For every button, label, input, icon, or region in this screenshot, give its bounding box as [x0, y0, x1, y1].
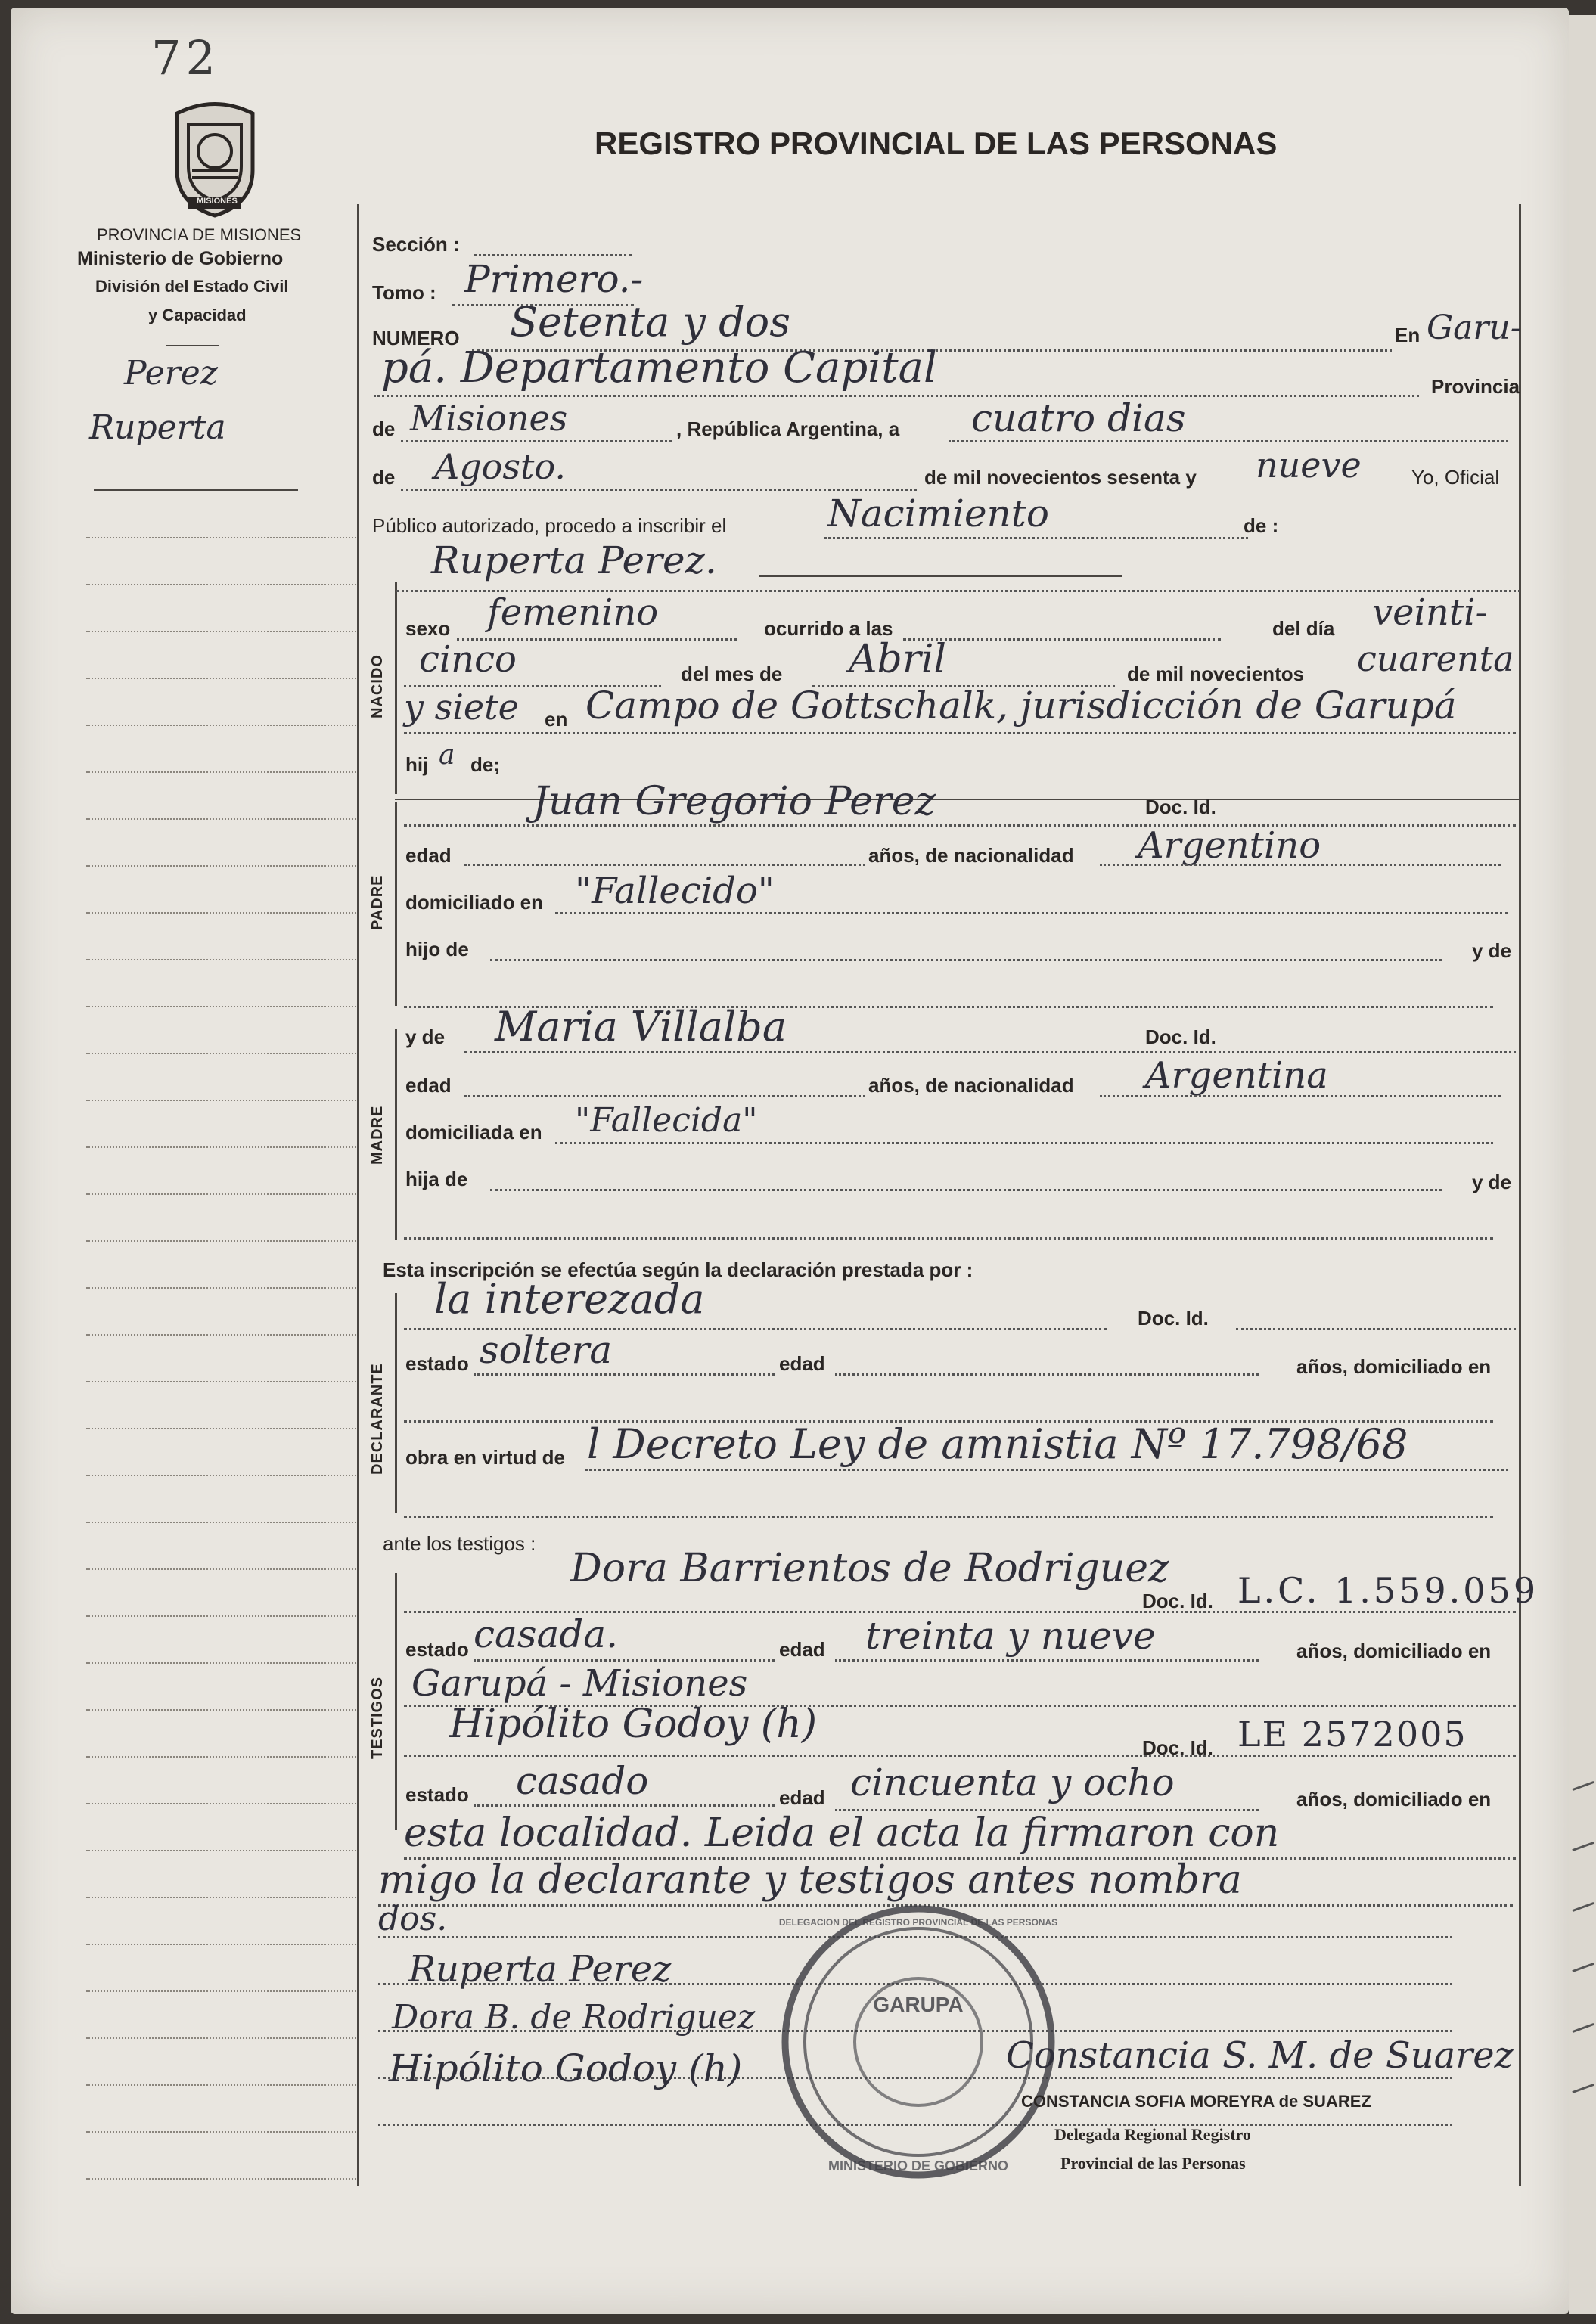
hijo-value: a — [439, 740, 455, 771]
testigo2-doc-value: LE 2572005 — [1237, 1714, 1467, 1755]
official-name: CONSTANCIA SOFIA MOREYRA de SUAREZ — [1021, 2092, 1371, 2111]
signature-testigo2: Hipólito Godoy (h) — [389, 2046, 743, 2090]
stamp-center-text: GARUPA — [873, 1993, 964, 2016]
dia-value: veinti- — [1372, 591, 1488, 634]
testigo2-doc-label: Doc. Id. — [1142, 1736, 1213, 1759]
margin-underline — [94, 489, 298, 491]
testigo2-estado-value: casado — [516, 1759, 649, 1803]
register-page — [11, 8, 1569, 2314]
testigos-label: ante los testigos : — [383, 1532, 536, 1555]
fecha-dia-value: cuatro dias — [971, 396, 1186, 440]
padre-edad-label: edad — [405, 844, 452, 867]
testigo2-estado-label: estado — [405, 1783, 469, 1806]
stamp-ring-text: MINISTERIO DE GOBIERNO — [827, 2158, 1009, 2174]
lugar-value: pá. Departamento Capital — [381, 343, 937, 393]
anio-nac-value: cuarenta — [1357, 638, 1514, 679]
mil-sesenta-label: de mil novecientos sesenta y — [924, 466, 1197, 489]
padre-domicilio-label: domiciliado en — [405, 891, 544, 914]
stamp-top-text: DELEGACION DEL REGISTRO PROVINCIAL DE LAS PERSONAS — [778, 1917, 1058, 1928]
madre-nacionalidad-value: Argentina — [1145, 1054, 1328, 1097]
seal-label: MISIONES — [197, 197, 238, 206]
del-mes-label: del mes de — [681, 662, 783, 685]
page-number: 72 — [151, 30, 220, 85]
tomo-label: Tomo : — [372, 281, 436, 304]
lugar-nac-value: Campo de Gottschalk, jurisdicción de Garupá — [585, 684, 1457, 728]
testigo1-nombre-value: Dora Barrientos de Rodriguez — [570, 1546, 1169, 1591]
dia2-value: cinco — [419, 638, 517, 681]
madre-doc-label: Doc. Id. — [1145, 1025, 1216, 1048]
padre-doc-label: Doc. Id. — [1145, 796, 1216, 818]
del-dia-label: del día — [1272, 617, 1335, 640]
declarante-doc-label: Doc. Id. — [1138, 1307, 1209, 1330]
hijo-de-label: de; — [470, 753, 500, 776]
de-label-2: de — [372, 466, 396, 489]
left-frame-line — [357, 204, 359, 2186]
padre-hijo-de-label: hijo de — [405, 938, 469, 960]
madre-hija-de-label: hija de — [405, 1168, 468, 1190]
madre-side-label: MADRE — [369, 1105, 386, 1165]
testigo2-nombre-value: Hipólito Godoy (h) — [449, 1702, 817, 1747]
testigos-side-label: TESTIGOS — [369, 1676, 386, 1759]
padre-nacionalidad-value: Argentino — [1138, 824, 1321, 867]
header-divider — [166, 345, 219, 346]
padre-nombre-value: Juan Gregorio Perez — [533, 779, 936, 824]
provincia-label: Provincia — [1431, 375, 1520, 398]
testigo1-anos-label: años, domiciliado en — [1296, 1640, 1492, 1662]
testigo1-estado-label: estado — [405, 1638, 469, 1661]
ocurrido-label: ocurrido a las — [764, 617, 893, 640]
madre-nombre-value: Maria Villalba — [495, 1003, 787, 1050]
en-value: Garu- — [1427, 309, 1522, 347]
numero-value: Setenta y dos — [510, 298, 790, 346]
obra-label: obra en virtud de — [405, 1446, 565, 1469]
madre-y-de-end-label: y de — [1472, 1171, 1512, 1193]
margin-surname: Perez — [124, 354, 218, 393]
anio-nac2-value: y siete — [404, 687, 519, 728]
numero-label: NUMERO — [372, 327, 460, 349]
hijo-label: hij — [405, 753, 429, 776]
padre-domicilio-value: "Fallecido" — [575, 870, 775, 912]
province-label: PROVINCIA DE MISIONES — [97, 225, 302, 244]
next-page-edge — [1569, 15, 1596, 2314]
official-role-1: Delegada Regional Registro — [1054, 2125, 1251, 2144]
padre-y-de-label: y de — [1472, 939, 1512, 962]
provincia-value: Misiones — [410, 398, 568, 439]
padre-side-label: PADRE — [369, 874, 386, 930]
official-role-2: Provincial de las Personas — [1060, 2154, 1246, 2173]
de-colon-label: de : — [1244, 514, 1279, 537]
madre-anos-label: años, de nacionalidad — [868, 1074, 1074, 1097]
testigo1-doc-value: L.C. 1.559.059 — [1237, 1570, 1539, 1611]
tomo-value: Primero.- — [464, 257, 644, 301]
testigo1-doc-label: Doc. Id. — [1142, 1590, 1213, 1612]
madre-domicilio-value: "Fallecida" — [575, 1101, 758, 1140]
cierre-line-3: dos. — [378, 1900, 448, 1938]
testigo2-edad-label: edad — [779, 1786, 825, 1809]
division-label: División del Estado Civil — [95, 277, 289, 296]
nacido-side-label: NACIDO — [369, 654, 386, 718]
yo-oficial-label: Yo, Oficial — [1411, 466, 1500, 489]
fecha-mes-value: Agosto. — [434, 446, 566, 487]
declarante-side-label: DECLARANTE — [369, 1363, 386, 1475]
seccion-label: Sección : — [372, 233, 460, 256]
capacity-label: y Capacidad — [148, 306, 247, 324]
mes-value: Abril — [849, 637, 946, 682]
signature-official: Constancia S. M. de Suarez — [1006, 2034, 1514, 2077]
republica-label: , República Argentina, a — [676, 417, 900, 440]
madre-y-de-label: y de — [405, 1025, 446, 1048]
sexo-label: sexo — [405, 617, 451, 640]
publico-label: Público autorizado, procedo a inscribir el — [372, 514, 727, 537]
right-frame-line — [1519, 204, 1521, 2186]
declarante-anos-label: años, domiciliado en — [1296, 1355, 1492, 1378]
signature-declarante: Ruperta Perez — [408, 1948, 672, 1990]
testigo1-domicilio-value: Garupá - Misiones — [411, 1662, 748, 1705]
en-small-label: en — [545, 708, 568, 731]
cierre-line-2: migo la declarante y testigos antes nombra — [378, 1857, 1242, 1903]
mil-novecientos-label: de mil novecientos — [1127, 662, 1305, 685]
padre-anos-label: años, de nacionalidad — [868, 844, 1074, 867]
ministry-label: Ministerio de Gobierno — [77, 248, 284, 269]
cierre-line-1: esta localidad. Leida el acta la firmaron con — [404, 1810, 1280, 1856]
obra-value: l Decreto Ley de amnistia Nº 17.798/68 — [587, 1420, 1408, 1468]
signature-testigo1: Dora B. de Rodriguez — [392, 1998, 756, 2037]
testigo2-edad-value: cincuenta y ocho — [850, 1761, 1175, 1804]
inscripcion-label: Esta inscripción se efectúa según la declaración prestada por : — [383, 1258, 973, 1281]
testigo1-edad-value: treinta y nueve — [865, 1614, 1156, 1658]
acto-value: Nacimiento — [827, 492, 1049, 535]
declarante-estado-label: estado — [405, 1352, 469, 1375]
anio-value: nueve — [1256, 445, 1362, 486]
nombre-value: Ruperta Perez. — [431, 538, 717, 582]
declarante-edad-label: edad — [779, 1352, 825, 1375]
madre-domicilio-label: domiciliada en — [405, 1121, 542, 1143]
testigo1-estado-value: casada. — [474, 1612, 618, 1656]
page-title: REGISTRO PROVINCIAL DE LAS PERSONAS — [595, 126, 1278, 161]
sexo-value: femenino — [487, 591, 659, 634]
de-label-1: de — [372, 417, 396, 440]
margin-name: Ruperta — [89, 408, 226, 447]
declarante-value: la interezada — [434, 1275, 705, 1323]
testigo2-anos-label: años, domiciliado en — [1296, 1788, 1492, 1810]
testigo1-edad-label: edad — [779, 1638, 825, 1661]
declarante-estado-value: soltera — [480, 1328, 613, 1372]
madre-edad-label: edad — [405, 1074, 452, 1097]
en-label: En — [1395, 324, 1421, 346]
